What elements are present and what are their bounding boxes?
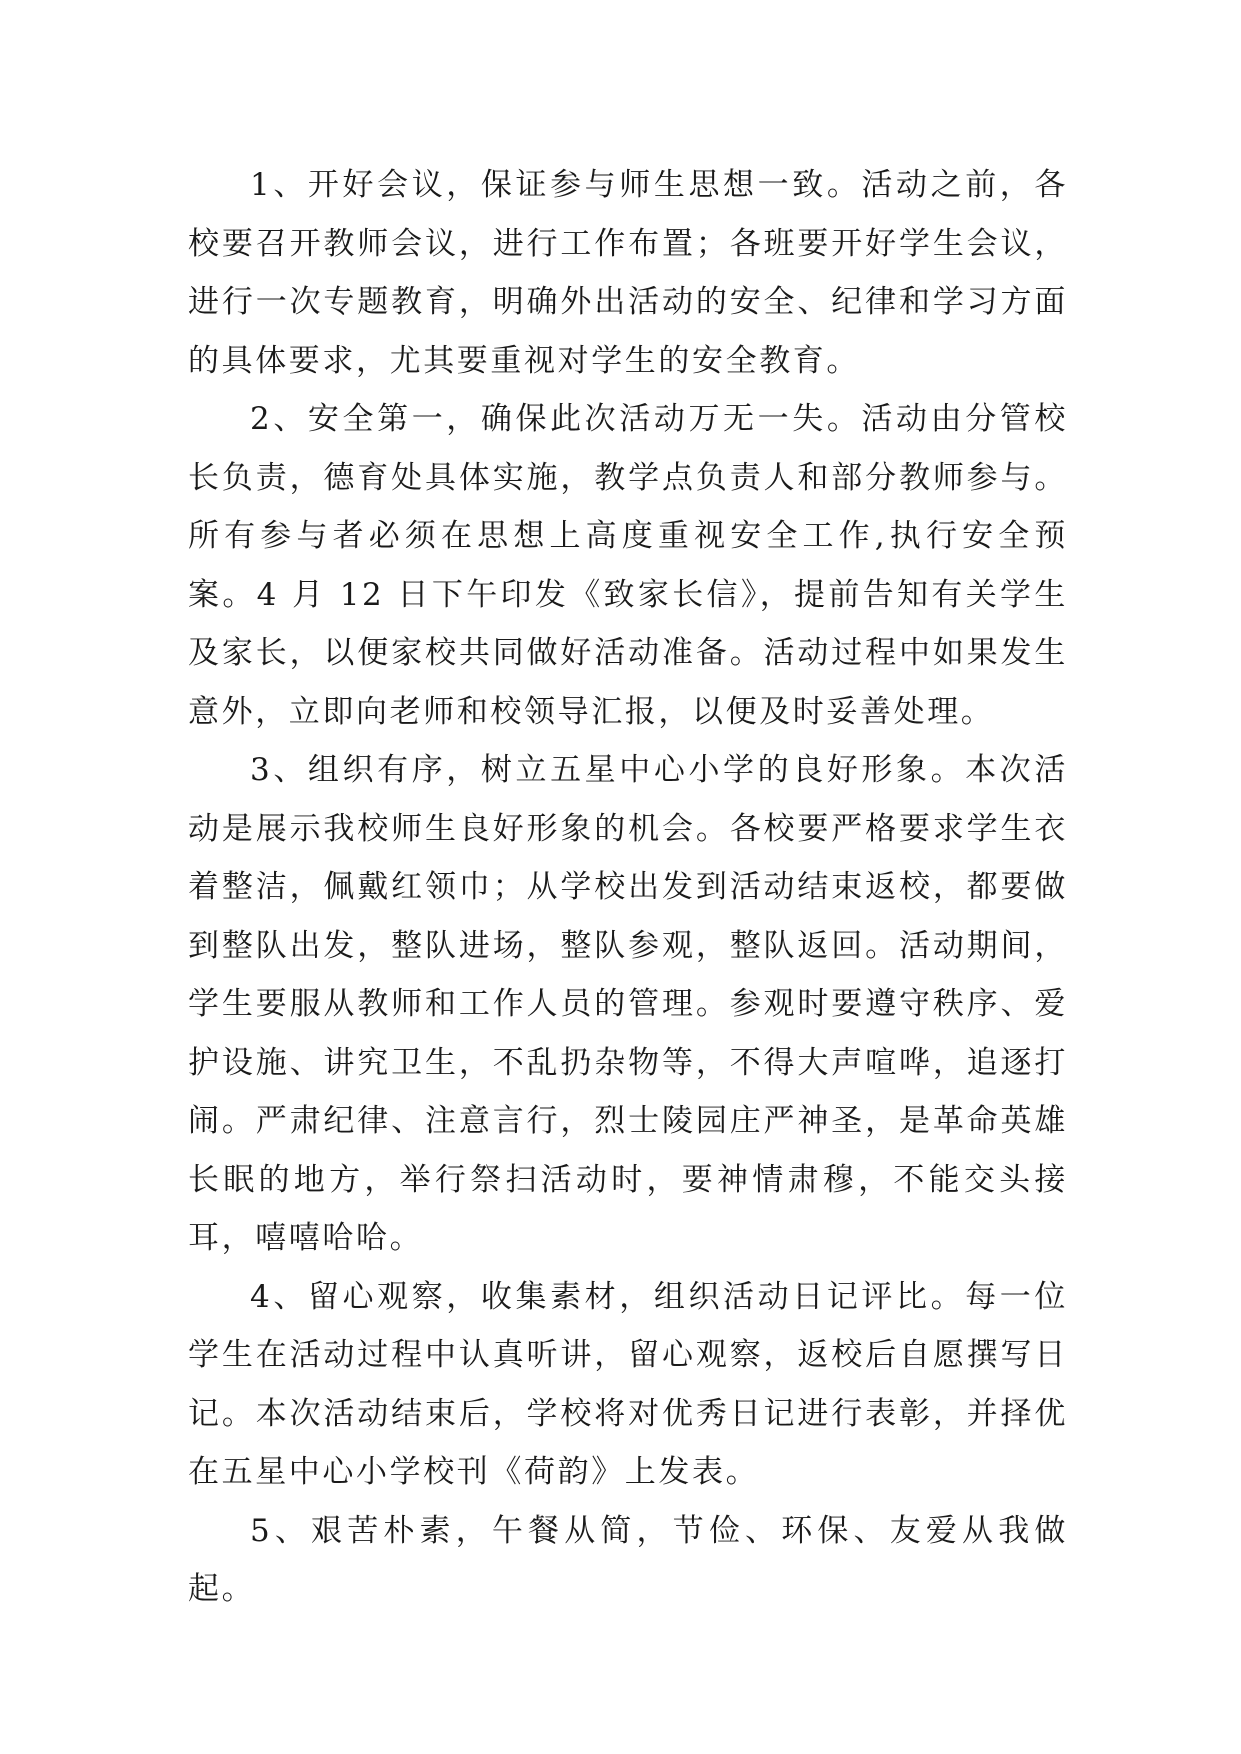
paragraph-4: 4、留心观察，收集素材，组织活动日记评比。每一位学生在活动过程中认真听讲，留心观察，返校后自愿撰写日记。本次活动结束后，学校将对优秀日记进行表彰，并择优在五星中心小学校刊《荷韵》上发表。 <box>188 1278 1068 1490</box>
paragraph-5: 5、艰苦朴素，午餐从简，节俭、环保、友爱从我做起。 <box>188 1512 1068 1607</box>
document-body <box>188 156 1068 1619</box>
paragraph-1: 1、开好会议，保证参与师生思想一致。活动之前，各校要召开教师会议，进行工作布置；各班要开好学生会议，进行一次专题教育，明确外出活动的安全、纪律和学习方面的具体要求，尤其要重视对学生的安全教育。 <box>188 167 1068 379</box>
paragraph-2: 2、安全第一，确保此次活动万无一失。活动由分管校长负责，德育处具体实施，教学点负责人和部分教师参与。所有参与者必须在思想上高度重视安全工作,执行安全预案。4 月 12 日下午印发《致家长信》，提前告知有关学生及家长，以便家校共同做好活动准备。活动过程中如果发生意外，立即向老师和校领导汇报，以便及时妥善处理。 <box>188 401 1068 730</box>
paragraph-3: 3、组织有序，树立五星中心小学的良好形象。本次活动是展示我校师生良好形象的机会。各校要严格要求学生衣着整洁，佩戴红领巾；从学校出发到活动结束返校，都要做到整队出发，整队进场，整队参观，整队返回。活动期间，学生要服从教师和工作人员的管理。参观时要遵守秩序、爱护设施、讲究卫生，不乱扔杂物等，不得大声喧哗，追逐打闹。严肃纪律、注意言行，烈士陵园庄严神圣，是革命英雄长眠的地方，举行祭扫活动时，要神情肃穆，不能交头接耳，嘻嘻哈哈。 <box>188 752 1068 1256</box>
